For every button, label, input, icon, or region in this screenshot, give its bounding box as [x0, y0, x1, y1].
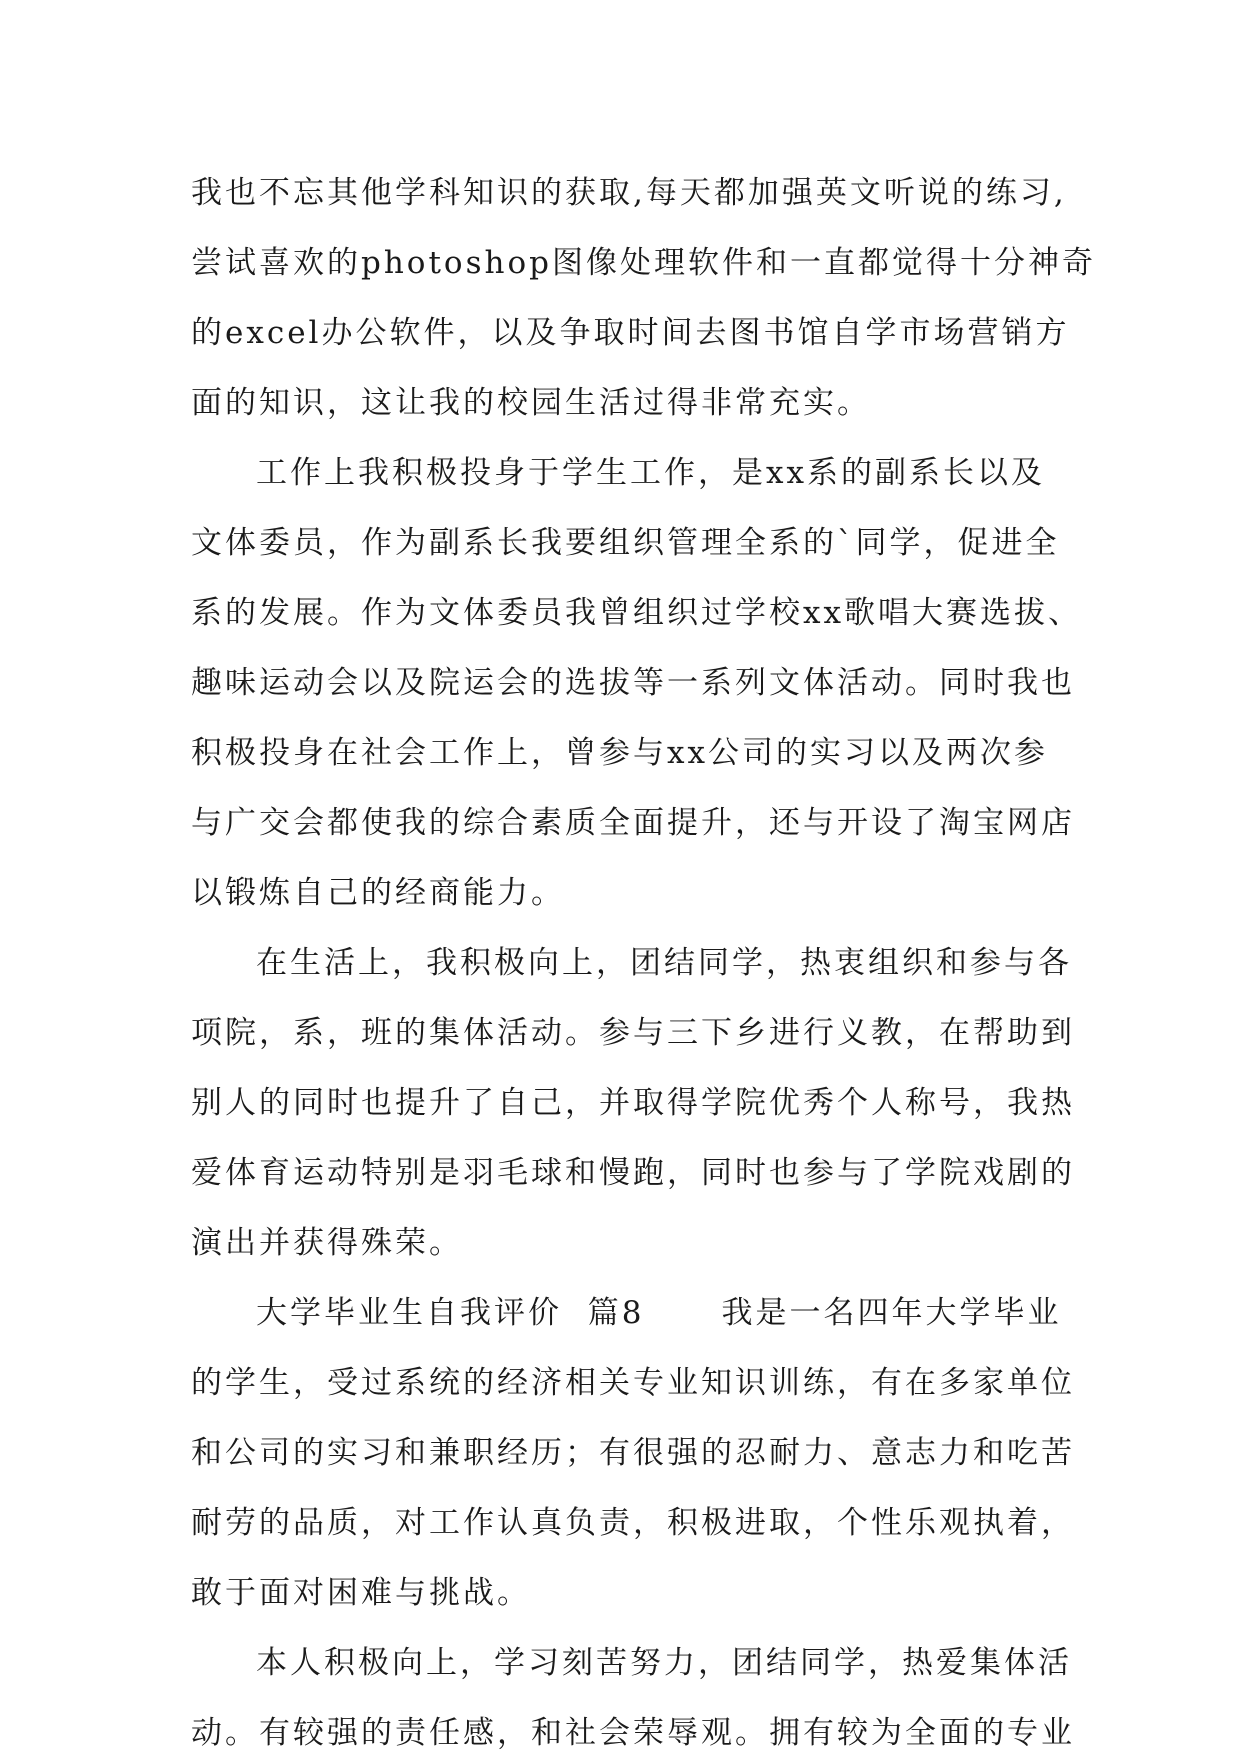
paragraph-first-line: 工作上我积极投身于学生工作，是xx系的副系长以及 [256, 455, 1045, 491]
text-line: 和公司的实习和兼职经历；有很强的忍耐力、意志力和吃苦 [191, 1435, 1075, 1471]
text-line: 趣味运动会以及院运会的选拔等一系列文体活动。同时我也 [191, 665, 1075, 701]
text-line: 的excel办公软件，以及争取时间去图书馆自学市场营销方 [191, 315, 1070, 351]
text-line: 耐劳的品质，对工作认真负责，积极进取，个性乐观执着， [191, 1505, 1075, 1541]
text-line: 爱体育运动特别是羽毛球和慢跑，同时也参与了学院戏剧的 [191, 1155, 1075, 1191]
text-line: 积极投身在社会工作上，曾参与xx公司的实习以及两次参 [191, 735, 1048, 771]
text-line: 文体委员，作为副系长我要组织管理全系的`同学，促进全 [191, 525, 1060, 561]
text-line: 演出并获得殊荣。 [191, 1225, 463, 1261]
text-line: 尝试喜欢的photoshop图像处理软件和一直都觉得十分神奇 [191, 245, 1096, 281]
text-line: 动。有较强的责任感，和社会荣辱观。拥有较为全面的专业 [191, 1715, 1075, 1751]
text-line: 的学生，受过系统的经济相关专业知识训练，有在多家单位 [191, 1365, 1075, 1401]
text-line: 别人的同时也提升了自己，并取得学院优秀个人称号，我热 [191, 1085, 1075, 1121]
text-line: 系的发展。作为文体委员我曾组织过学校xx歌唱大赛选拔、 [191, 595, 1082, 631]
text-line: 我也不忘其他学科知识的获取,每天都加强英文听说的练习, [191, 175, 1067, 211]
paragraph-first-line: 本人积极向上，学习刻苦努力，团结同学，热爱集体活 [256, 1645, 1072, 1681]
text-line: 敢于面对困难与挑战。 [191, 1575, 531, 1611]
text-line: 以锻炼自己的经商能力。 [191, 875, 565, 911]
paragraph-first-line: 在生活上，我积极向上，团结同学，热衷组织和参与各 [256, 945, 1072, 981]
text-line: 面的知识，这让我的校园生活过得非常充实。 [191, 385, 871, 421]
section-heading-line: 大学毕业生自我评价 篇8 我是一名四年大学毕业 [256, 1295, 1062, 1331]
text-line: 与广交会都使我的综合素质全面提升，还与开设了淘宝网店 [191, 805, 1075, 841]
text-line: 项院，系，班的集体活动。参与三下乡进行义教，在帮助到 [191, 1015, 1075, 1051]
